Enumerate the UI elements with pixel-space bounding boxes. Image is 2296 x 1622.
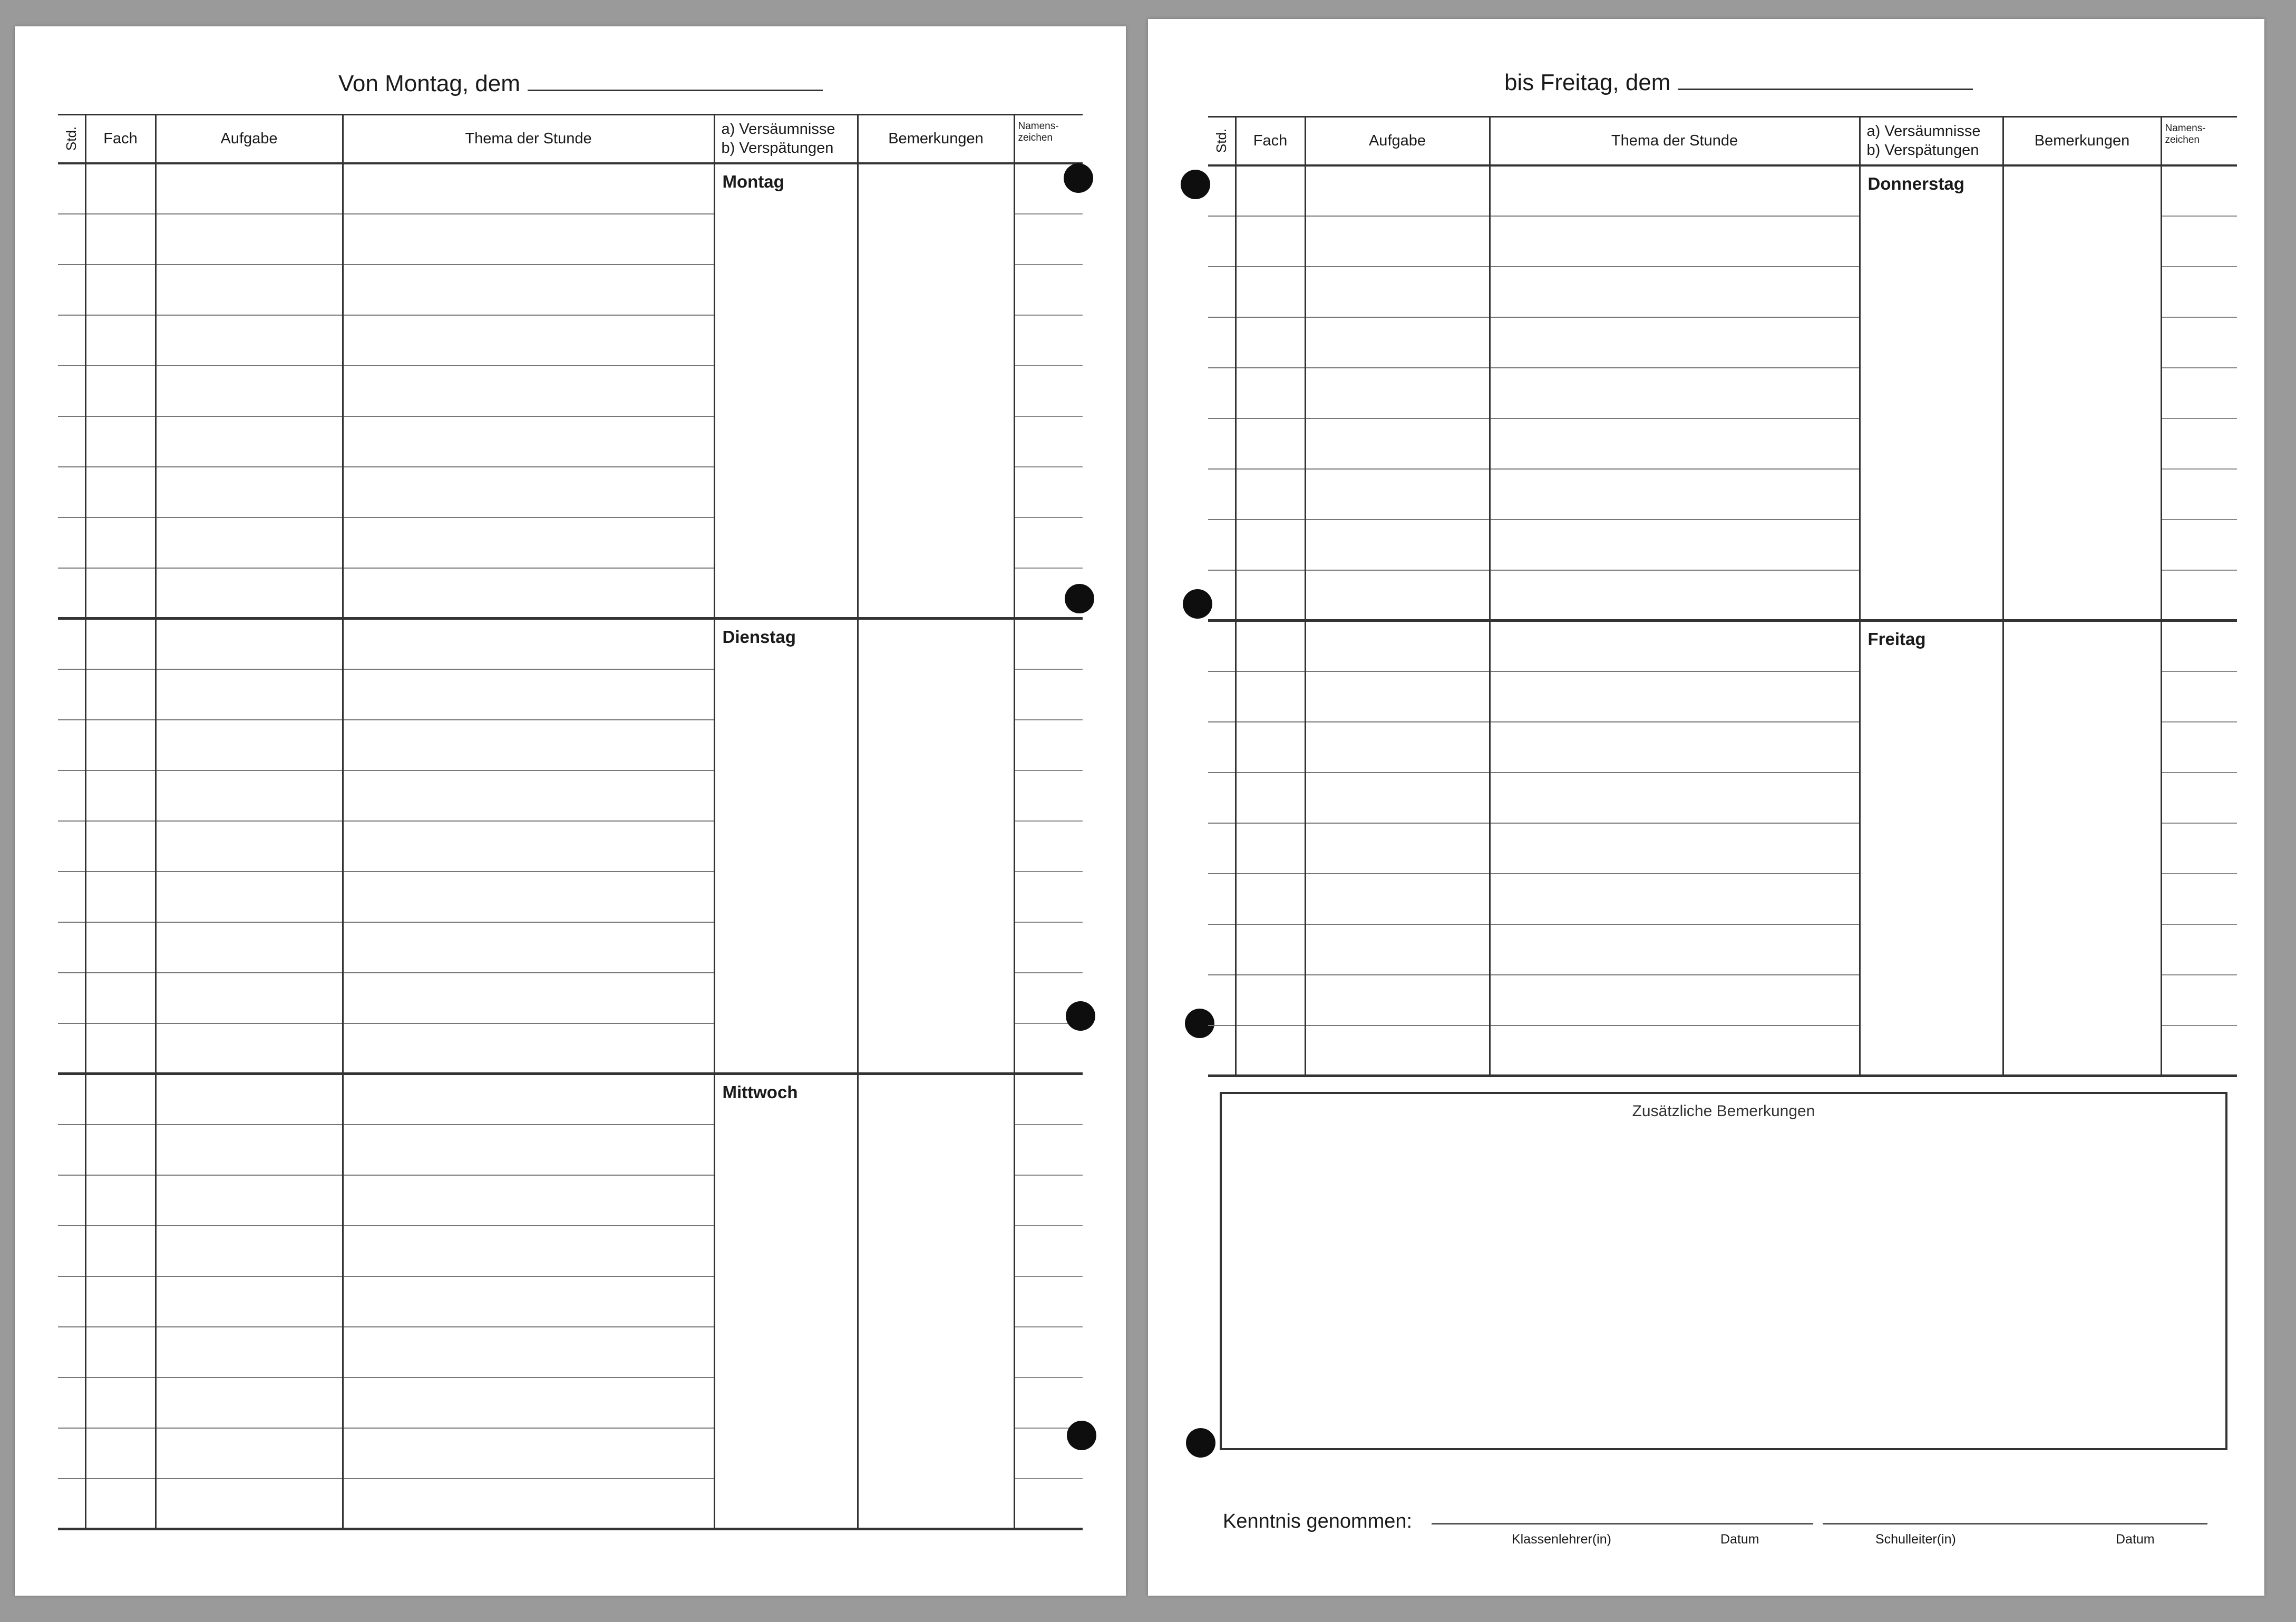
thema-cell[interactable] [1490,773,1860,823]
aufgabe-cell[interactable] [1305,975,1490,1025]
std-cell[interactable] [58,366,85,416]
fach-cell[interactable] [85,265,155,315]
day-label: Dienstag [722,627,796,647]
std-cell[interactable] [58,568,85,619]
signature-cell[interactable] [1014,1023,1083,1074]
fach-cell[interactable] [1235,621,1305,671]
aufgabe-cell[interactable] [155,669,343,720]
signature-caption: Klassenlehrer(in) [1512,1532,1611,1547]
aufgabe-cell[interactable] [155,1428,343,1479]
punch-hole [1067,1421,1096,1450]
signature-cell[interactable] [2161,975,2237,1025]
thema-cell[interactable] [343,1327,714,1377]
std-cell[interactable] [1208,975,1235,1025]
header-namenszeichen: Namens- zeichen [1014,115,1083,163]
title-text: Von Montag, dem [338,71,520,96]
thema-cell[interactable] [343,669,714,720]
aufgabe-cell[interactable] [155,568,343,619]
fach-cell[interactable] [1235,368,1305,418]
std-cell[interactable] [58,1377,85,1428]
thema-cell[interactable] [1490,874,1860,924]
aufgabe-cell[interactable] [155,1377,343,1428]
fach-cell[interactable] [1235,722,1305,773]
signature-cell[interactable] [2161,368,2237,418]
signature-cell[interactable] [1014,1377,1083,1428]
thema-cell[interactable] [1490,317,1860,368]
lesson-row [1208,165,2237,216]
punch-hole [1181,170,1210,199]
absence-cell[interactable] [714,163,858,619]
aufgabe-cell[interactable] [1305,216,1490,267]
absence-cell[interactable] [1860,621,2003,1076]
std-cell[interactable] [1208,216,1235,267]
signature-cell[interactable] [2161,520,2237,570]
aufgabe-cell[interactable] [155,619,343,669]
thema-cell[interactable] [1490,570,1860,621]
thema-cell[interactable] [343,366,714,416]
fach-cell[interactable] [85,1276,155,1327]
table-header-row [1208,117,2237,165]
aufgabe-cell[interactable] [1305,317,1490,368]
signature-cell[interactable] [2161,823,2237,874]
std-cell[interactable] [58,1479,85,1529]
remarks-cell[interactable] [858,163,1014,619]
fach-cell[interactable] [85,163,155,214]
signature-cell[interactable] [2161,1025,2237,1076]
std-cell[interactable] [1208,924,1235,975]
std-cell[interactable] [1208,267,1235,317]
fach-cell[interactable] [85,416,155,467]
std-cell[interactable] [58,720,85,770]
thema-cell[interactable] [343,1175,714,1226]
aufgabe-cell[interactable] [155,1023,343,1074]
signature-caption: Datum [2116,1532,2155,1547]
thema-cell[interactable] [343,1023,714,1074]
absence-cell[interactable] [714,1074,858,1529]
header-absence-b: b) Verspätungen [1866,142,1979,159]
aufgabe-cell[interactable] [155,467,343,517]
thema-cell[interactable] [1490,924,1860,975]
aufgabe-cell[interactable] [155,770,343,821]
std-cell[interactable] [1208,165,1235,216]
signature-cell[interactable] [1014,315,1083,366]
day-label: Montag [722,171,784,191]
signature-cell[interactable] [2161,874,2237,924]
fach-cell[interactable] [85,1327,155,1377]
std-cell[interactable] [58,619,85,669]
header-thema: Thema der Stunde [343,115,714,163]
remarks-cell[interactable] [2003,165,2161,621]
thema-cell[interactable] [1490,975,1860,1025]
signature-cell[interactable] [1014,1226,1083,1276]
aufgabe-cell[interactable] [1305,520,1490,570]
date-line[interactable] [1678,83,1973,90]
aufgabe-cell[interactable] [155,1074,343,1125]
thema-cell[interactable] [343,214,714,265]
std-cell[interactable] [58,163,85,214]
std-cell[interactable] [58,872,85,922]
thema-cell[interactable] [343,416,714,467]
aufgabe-cell[interactable] [155,315,343,366]
fach-cell[interactable] [1235,165,1305,216]
std-cell[interactable] [58,315,85,366]
signature-cell[interactable] [1014,1074,1083,1125]
aufgabe-cell[interactable] [155,1175,343,1226]
lesson-row [1208,621,2237,671]
punch-hole [1066,1001,1095,1031]
signature-caption: Schulleiter(in) [1875,1532,1956,1547]
signature-cell[interactable] [1014,1276,1083,1327]
thema-cell[interactable] [343,1479,714,1529]
header-aufgabe: Aufgabe [1305,117,1490,165]
fach-cell[interactable] [85,821,155,872]
signature-cell[interactable] [1014,1479,1083,1529]
signature-cell[interactable] [2161,722,2237,773]
fach-cell[interactable] [1235,469,1305,520]
signature-cell[interactable] [2161,773,2237,823]
aufgabe-cell[interactable] [155,1226,343,1276]
aufgabe-cell[interactable] [155,720,343,770]
aufgabe-cell[interactable] [1305,924,1490,975]
aufgabe-cell[interactable] [155,517,343,568]
aufgabe-cell[interactable] [1305,874,1490,924]
thema-cell[interactable] [343,315,714,366]
thema-cell[interactable] [1490,165,1860,216]
std-cell[interactable] [58,1074,85,1125]
std-cell[interactable] [1208,621,1235,671]
signature-cell[interactable] [2161,671,2237,722]
fach-cell[interactable] [85,517,155,568]
thema-cell[interactable] [343,517,714,568]
std-cell[interactable] [1208,722,1235,773]
aufgabe-cell[interactable] [1305,722,1490,773]
thema-cell[interactable] [343,568,714,619]
fach-cell[interactable] [85,1125,155,1175]
thema-cell[interactable] [343,1428,714,1479]
std-cell[interactable] [58,922,85,973]
signature-cell[interactable] [1014,366,1083,416]
std-cell[interactable] [1208,773,1235,823]
std-cell[interactable] [58,265,85,315]
signature-cell[interactable] [2161,216,2237,267]
signature-cell[interactable] [1014,467,1083,517]
aufgabe-cell[interactable] [1305,368,1490,418]
fach-cell[interactable] [85,770,155,821]
aufgabe-cell[interactable] [155,1327,343,1377]
right-page [1148,19,2264,1596]
fach-cell[interactable] [1235,267,1305,317]
right-page-title [1504,70,1973,96]
date-line[interactable] [528,84,823,91]
aufgabe-cell[interactable] [1305,570,1490,621]
fach-cell[interactable] [85,214,155,265]
header-std: Std. [1208,117,1235,165]
thema-cell[interactable] [343,163,714,214]
signature-cell[interactable] [2161,317,2237,368]
fach-cell[interactable] [85,467,155,517]
signature-cell[interactable] [1014,214,1083,265]
thema-cell[interactable] [1490,418,1860,469]
aufgabe-cell[interactable] [155,366,343,416]
aufgabe-cell[interactable] [1305,418,1490,469]
thema-cell[interactable] [343,265,714,315]
signature-line-principal[interactable] [1823,1523,2207,1561]
signature-cell[interactable] [1014,821,1083,872]
header-aufgabe: Aufgabe [155,115,343,163]
thema-cell[interactable] [343,1125,714,1175]
fach-cell[interactable] [85,872,155,922]
signature-cell[interactable] [1014,922,1083,973]
extra-remarks-title: Zusätzliche Bemerkungen [1632,1102,1815,1120]
fach-cell[interactable] [85,1175,155,1226]
header-absence-b: b) Verspätungen [721,140,834,157]
std-cell[interactable] [58,517,85,568]
thema-cell[interactable] [343,821,714,872]
header-bemerkungen: Bemerkungen [2003,117,2161,165]
signature-cell[interactable] [1014,872,1083,922]
std-cell[interactable] [1208,1025,1235,1076]
thema-cell[interactable] [343,467,714,517]
aufgabe-cell[interactable] [155,265,343,315]
aufgabe-cell[interactable] [1305,773,1490,823]
fach-cell[interactable] [85,1023,155,1074]
aufgabe-cell[interactable] [1305,823,1490,874]
std-cell[interactable] [1208,317,1235,368]
signature-cell[interactable] [1014,619,1083,669]
fach-cell[interactable] [85,973,155,1023]
signature-cell[interactable] [1014,416,1083,467]
fach-cell[interactable] [85,619,155,669]
aufgabe-cell[interactable] [1305,621,1490,671]
aufgabe-cell[interactable] [155,973,343,1023]
thema-cell[interactable] [1490,823,1860,874]
fach-cell[interactable] [1235,1025,1305,1076]
extra-remarks-box[interactable] [1220,1092,2227,1450]
signature-cell[interactable] [2161,570,2237,621]
aufgabe-cell[interactable] [1305,165,1490,216]
left-page-title [338,71,823,97]
thema-cell[interactable] [1490,671,1860,722]
header-absences [1860,117,2003,165]
remarks-cell[interactable] [2003,621,2161,1076]
fach-cell[interactable] [1235,570,1305,621]
header-bemerkungen: Bemerkungen [858,115,1014,163]
fach-cell[interactable] [85,669,155,720]
thema-cell[interactable] [1490,1025,1860,1076]
aufgabe-cell[interactable] [155,1276,343,1327]
acknowledgement-label: Kenntnis genommen: [1223,1510,1413,1532]
lesson-row [58,1074,1083,1125]
thema-cell[interactable] [343,922,714,973]
signature-cell[interactable] [1014,1327,1083,1377]
fach-cell[interactable] [85,315,155,366]
signature-cell[interactable] [1014,517,1083,568]
thema-cell[interactable] [1490,621,1860,671]
fach-cell[interactable] [1235,874,1305,924]
std-cell[interactable] [1208,368,1235,418]
signature-cell[interactable] [2161,267,2237,317]
aufgabe-cell[interactable] [1305,267,1490,317]
std-cell[interactable] [58,1125,85,1175]
header-namenszeichen: Namens- zeichen [2161,117,2237,165]
fach-cell[interactable] [1235,520,1305,570]
std-cell[interactable] [1208,418,1235,469]
fach-cell[interactable] [1235,317,1305,368]
fach-cell[interactable] [85,922,155,973]
remarks-cell[interactable] [858,619,1014,1074]
aufgabe-cell[interactable] [155,821,343,872]
std-cell[interactable] [58,467,85,517]
aufgabe-cell[interactable] [155,416,343,467]
fach-cell[interactable] [85,720,155,770]
absence-cell[interactable] [714,619,858,1074]
thema-cell[interactable] [1490,520,1860,570]
title-text: bis Freitag, dem [1504,70,1671,95]
header-absence-a: a) Versäumnisse [721,121,835,138]
fach-cell[interactable] [1235,823,1305,874]
std-cell[interactable] [58,770,85,821]
lesson-row [58,619,1083,669]
aufgabe-cell[interactable] [1305,1025,1490,1076]
signature-cell[interactable] [1014,1125,1083,1175]
thema-cell[interactable] [343,1276,714,1327]
remarks-cell[interactable] [858,1074,1014,1529]
signature-cell[interactable] [2161,418,2237,469]
header-fach: Fach [1235,117,1305,165]
signature-cell[interactable] [1014,720,1083,770]
thema-cell[interactable] [343,720,714,770]
fach-cell[interactable] [1235,975,1305,1025]
journal-table-left [58,114,1083,1530]
thema-cell[interactable] [1490,722,1860,773]
day-label: Donnerstag [1867,173,1964,193]
aufgabe-cell[interactable] [155,1479,343,1529]
fach-cell[interactable] [85,1074,155,1125]
signature-caption: Datum [1720,1532,1759,1547]
fach-cell[interactable] [1235,418,1305,469]
thema-cell[interactable] [1490,216,1860,267]
signature-cell[interactable] [2161,924,2237,975]
aufgabe-cell[interactable] [155,922,343,973]
lesson-row [58,163,1083,214]
thema-cell[interactable] [1490,267,1860,317]
punch-hole [1064,163,1093,193]
aufgabe-cell[interactable] [155,1125,343,1175]
thema-cell[interactable] [343,973,714,1023]
std-cell[interactable] [58,214,85,265]
std-cell[interactable] [58,1226,85,1276]
fach-cell[interactable] [85,568,155,619]
std-cell[interactable] [1208,874,1235,924]
std-cell[interactable] [58,1175,85,1226]
thema-cell[interactable] [343,872,714,922]
punch-hole [1065,584,1094,613]
fach-cell[interactable] [85,1377,155,1428]
journal-table-right [1208,116,2237,1077]
std-cell[interactable] [1208,520,1235,570]
header-fach: Fach [85,115,155,163]
header-absences [714,115,858,163]
aufgabe-cell[interactable] [155,163,343,214]
aufgabe-cell[interactable] [155,214,343,265]
std-cell[interactable] [58,669,85,720]
thema-cell[interactable] [343,619,714,669]
fach-cell[interactable] [1235,924,1305,975]
signature-cell[interactable] [2161,621,2237,671]
header-thema: Thema der Stunde [1490,117,1860,165]
left-page [15,26,1126,1596]
table-header-row [58,115,1083,163]
fach-cell[interactable] [1235,773,1305,823]
std-cell[interactable] [1208,671,1235,722]
std-cell[interactable] [1208,823,1235,874]
std-cell[interactable] [1208,570,1235,621]
std-cell[interactable] [58,1023,85,1074]
header-std: Std. [58,115,85,163]
std-cell[interactable] [1208,469,1235,520]
fach-cell[interactable] [1235,671,1305,722]
signature-cell[interactable] [2161,469,2237,520]
thema-cell[interactable] [343,1074,714,1125]
signature-cell[interactable] [1014,1175,1083,1226]
signature-line-teacher[interactable] [1432,1523,1813,1561]
thema-cell[interactable] [343,1377,714,1428]
fach-cell[interactable] [85,1428,155,1479]
fach-cell[interactable] [85,366,155,416]
signature-cell[interactable] [1014,669,1083,720]
fach-cell[interactable] [1235,216,1305,267]
aufgabe-cell[interactable] [1305,671,1490,722]
thema-cell[interactable] [343,770,714,821]
day-label: Freitag [1867,629,1926,649]
std-cell[interactable] [58,973,85,1023]
thema-cell[interactable] [1490,368,1860,418]
fach-cell[interactable] [85,1226,155,1276]
std-cell[interactable] [58,1428,85,1479]
std-cell[interactable] [58,821,85,872]
signature-cell[interactable] [2161,165,2237,216]
signature-cell[interactable] [1014,265,1083,315]
thema-cell[interactable] [343,1226,714,1276]
aufgabe-cell[interactable] [1305,469,1490,520]
day-label: Mittwoch [722,1082,798,1102]
acknowledgement-row [1223,1510,2240,1568]
thema-cell[interactable] [1490,469,1860,520]
fach-cell[interactable] [85,1479,155,1529]
signature-cell[interactable] [1014,770,1083,821]
absence-cell[interactable] [1860,165,2003,621]
header-absence-a: a) Versäumnisse [1866,123,1981,140]
std-cell[interactable] [58,1276,85,1327]
punch-hole [1186,1428,1215,1458]
aufgabe-cell[interactable] [155,872,343,922]
std-cell[interactable] [58,416,85,467]
std-cell[interactable] [58,1327,85,1377]
